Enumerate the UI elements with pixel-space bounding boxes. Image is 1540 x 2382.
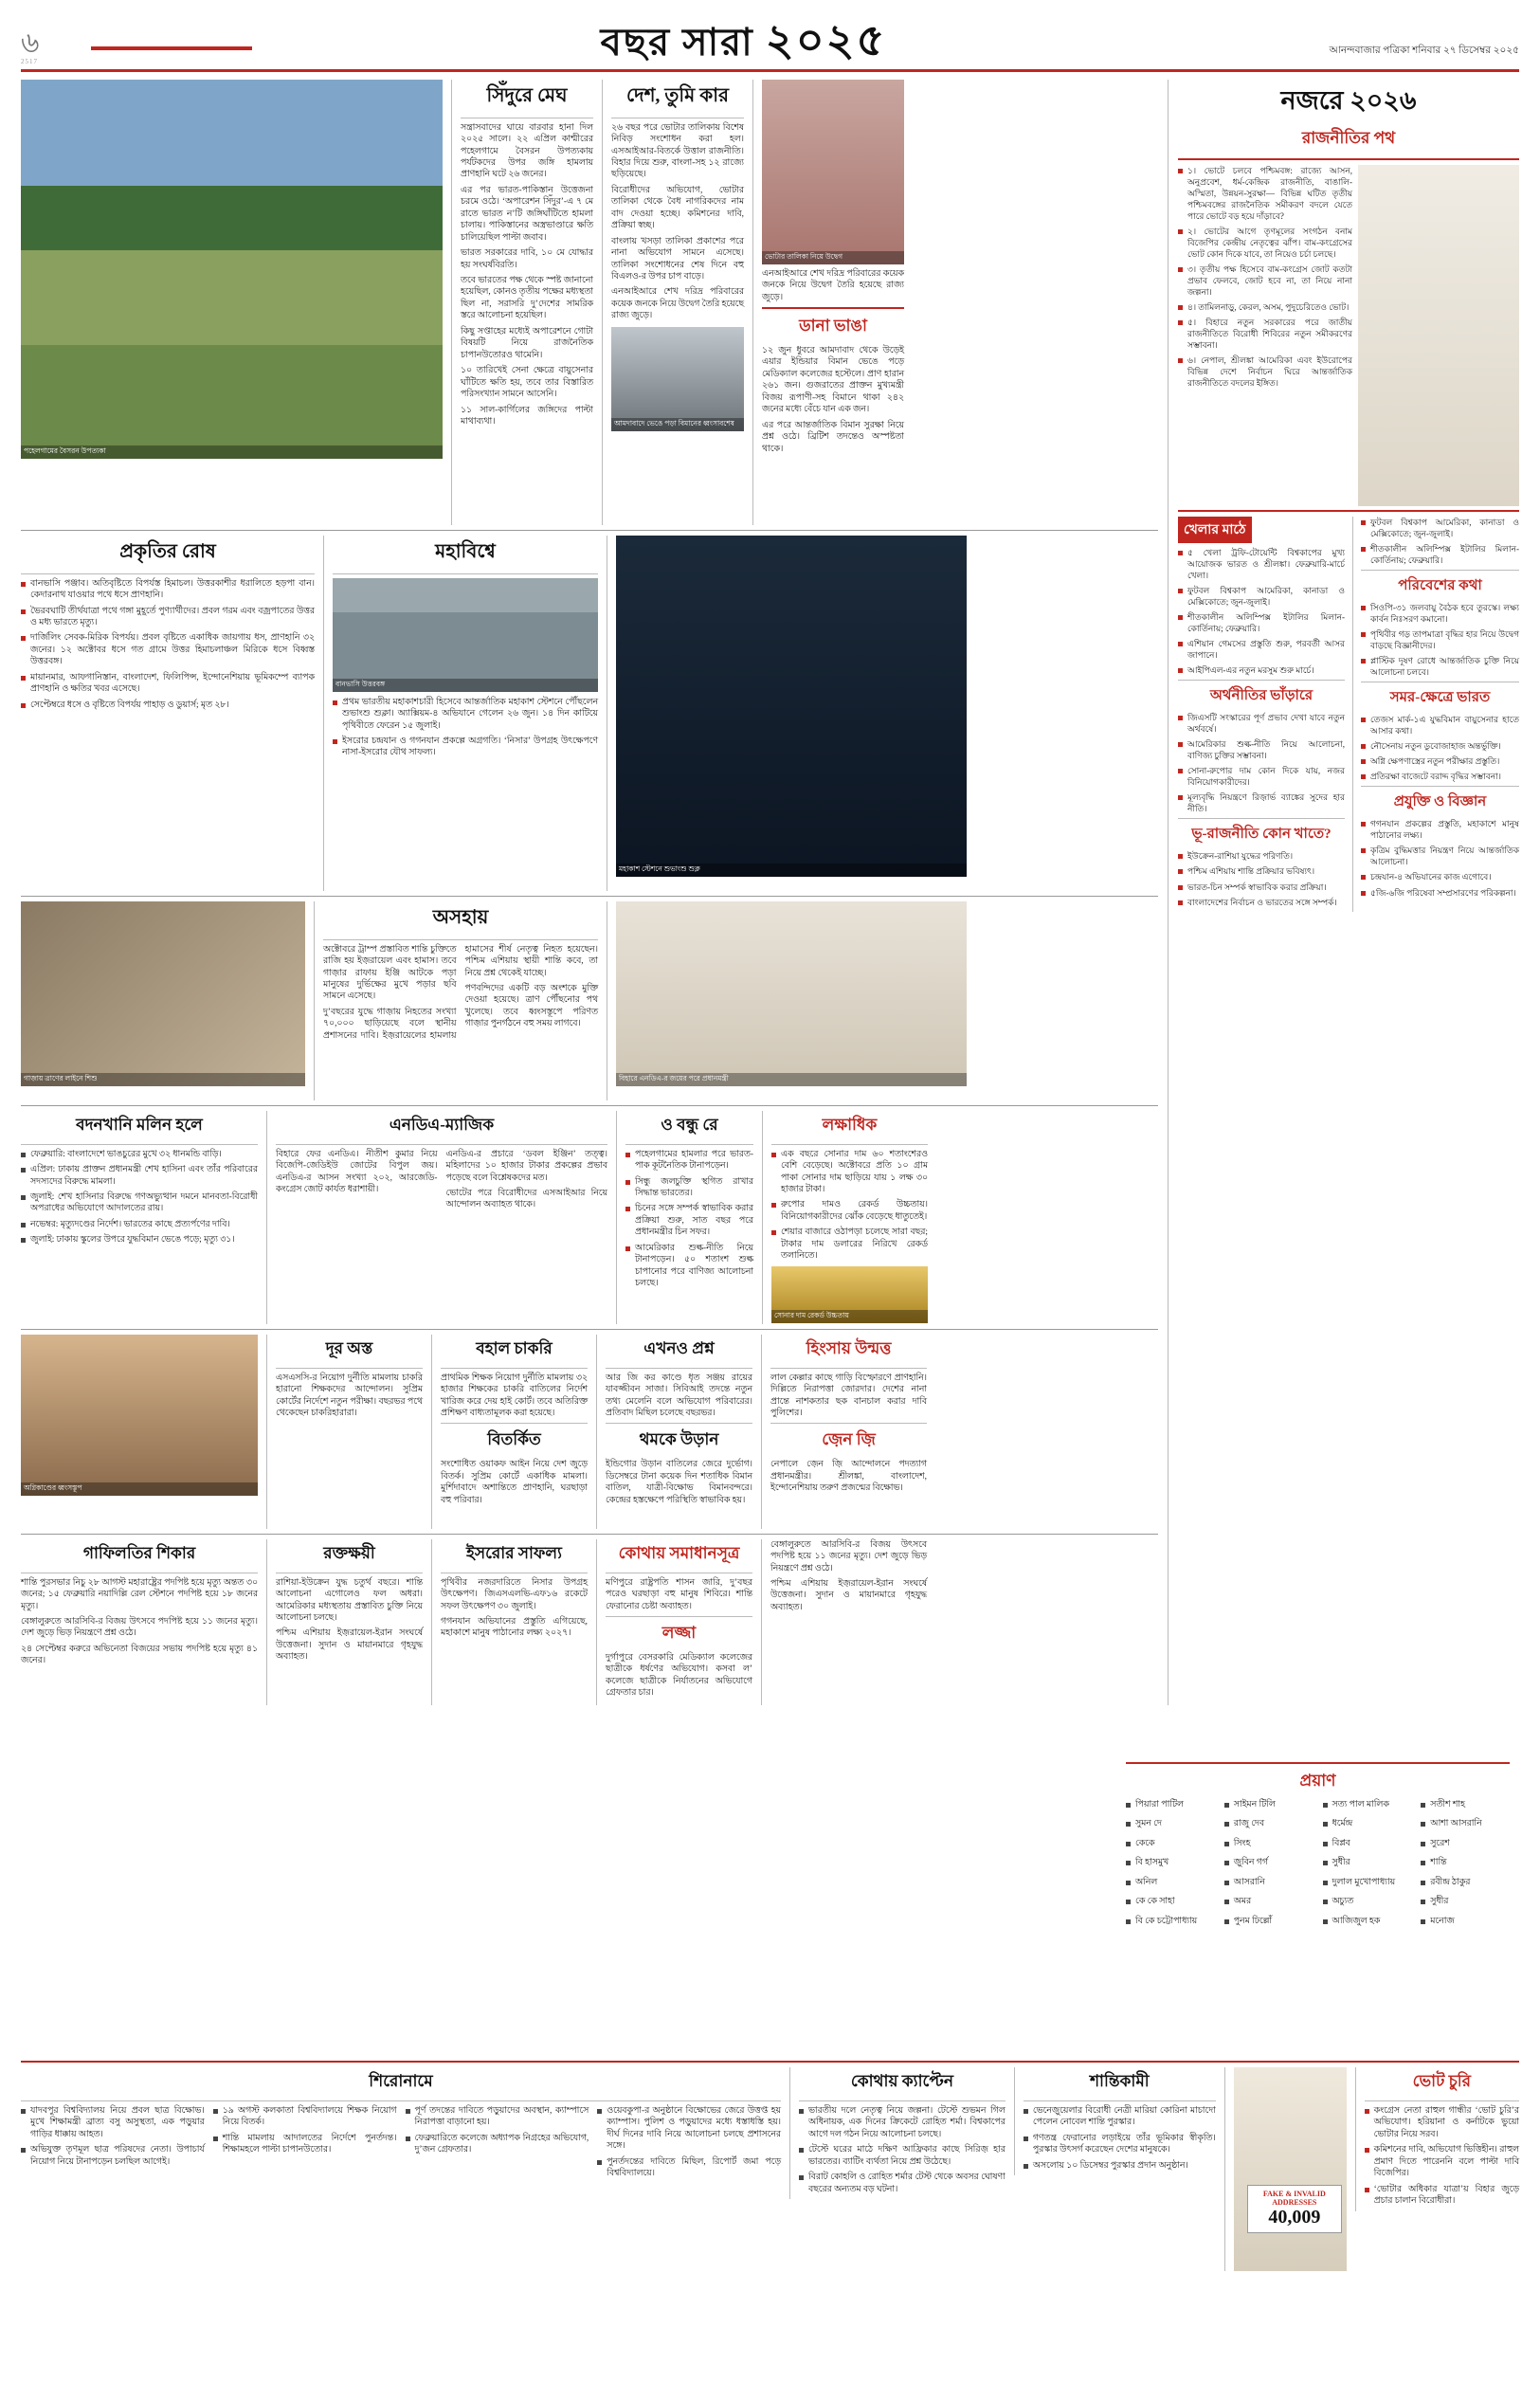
list-item: জ়ুবিন গর্গ [1224,1857,1314,1868]
list-item: পিয়ারা পাটিল [1126,1799,1215,1810]
list-item: বিরাট কোহলি ও রোহিত শর্মার টেস্ট থেকে অবসর ঘোষণা বছরের অন্যতম বড় ঘটনা। [799,2172,1006,2195]
section-header-proyan: প্রয়াণ [1299,1772,1336,1790]
list-item: মূল্যবৃদ্ধি নিয়ন্ত্রণে রিজ়ার্ভ ব্যাঙ্কের সুদের হার নীতি। [1178,791,1345,814]
list-item: তেজস মার্ক-১এ যুদ্ধবিমান বায়ুসেনার হাতে আসার কথা। [1361,714,1519,736]
list-item: সিন্ধু জলচুক্তি স্থগিত রাখার সিদ্ধান্ত ভারতের। [625,1176,753,1200]
list-item: শীতকালীন অলিম্পিক্স ইটালির মিলান-কোর্তিনায়; ফেব্রুয়ারি। [1178,611,1345,634]
list-item: কংগ্রেস নেতা রাহুল গান্ধীর ‘ভোট চুরি’র অভিযোগ। হরিয়ানা ও কর্নাটকে ভুয়ো ভোটার নিয়ে সরব। [1365,2105,1519,2140]
para: এনডিএ-র প্রচারে ‘ডবল ইঞ্জিন’ তত্ত্ব। মহিলাদের ১০ হাজার টাকার প্রকল্পের প্রভাব পড়েছে বলে বিশ্লেষকদের মত। [445,1149,607,1183]
list-item: অনিল [1126,1877,1215,1888]
list-item: চন্দ্রযান-৪ অভিযানের কাজ এগোবে। [1361,871,1519,882]
section-proyan [1126,1758,1510,1931]
list-item: সত্য পাল মালিক [1323,1799,1412,1810]
list-item: মনোজ [1421,1916,1510,1927]
article-sindure-megh [461,122,593,428]
list-item: সুধীর [1421,1896,1510,1907]
para: বিরোধীদের অভিযোগ, ভোটার তালিকা থেকে বৈধ নাগরিকদের নাম বাদ দেওয়া হচ্ছে। কমিশনের দাবি, প্রক্রিয়া স্বচ্ছ। [611,185,744,231]
headline-thomke-uran: থমকে উড়ান [639,1430,719,1449]
list-item: সতীশ শাহ [1421,1799,1510,1810]
list-item: সুরেশ [1421,1838,1510,1849]
photo-voter-family [762,80,904,264]
headline-prokritir-rosh: প্রকৃতির রোষ [119,540,216,562]
list-item: শীতকালীন অলিম্পিক্স ইটালির মিলান-কোর্তিনায়; ফেব্রুয়ারি। [1361,543,1519,566]
para: অক্টোবরে ট্রাম্প প্রস্তাবিত শান্তি চুক্তিতে রাজি হয় ইজ়রায়েল এবং হামাস। তবে গাজ়ার রাফায় ইঞ্জি আটকে পড়া মানুষের দুর্ভিক্ষের মুখে পড়ার ছবি সামনে এসেছে। [323,944,457,1002]
list-defence [1361,714,1519,782]
list-item: ৩। তৃতীয় পক্ষ হিসেবে বাম-কংগ্রেস জোট কতটা প্রভাব ফেলবে, জোট হবে না, তা নিয়ে নানা জল্পনা। [1178,264,1352,298]
list-item: দুলাল মুখোপাধ্যায় [1323,1877,1412,1888]
headline-ohohaj: অসহায় [432,906,489,928]
article-roktokkhoyi [276,1577,423,1664]
list-item: পূর্ণ তদন্তের দাবিতে পড়ুয়াদের অবস্থান, ক্যাম্পাসে নিরাপত্তা বাড়ানো হয়। [406,2105,589,2129]
para: ভোটের পরে বিরোধীদের এসআইআর নিয়ে আন্দোলন অব্যাহত থাকে। [445,1188,607,1210]
list-economy [1178,712,1345,814]
list-item: ওয়েবকুপা-র অনুষ্ঠানে বিক্ষোভের জেরে উত্তপ্ত হয় ক্যাম্পাস। পুলিশ ও পড়ুয়াদের মধ্যে ধস্তাধস্তি হয়। দীর্ঘ দিনের দাবি নিয়ে আলোচনা চলছে প্রশাসনের সঙ্গে। [597,2105,781,2153]
list-item: ভৈরবঘাটি তীর্থযাত্রা পথে গঙ্গা মুহূর্তে পুণ্যার্থীদের। প্রবল গরম এবং বজ্রপাতের উত্তর ও মধ্য ভারতে মৃত্যু। [21,606,315,629]
list-item: সুধীর [1323,1857,1412,1868]
article-ekhono-proshno [606,1373,752,1420]
article-dur-ontor [276,1373,423,1420]
headline-shironame: শিরোনামে [369,2072,433,2090]
list-proyan [1126,1799,1510,1931]
para: এনআইআরে শেখ দরিদ্র পরিবারের কয়েক জনকে নিয়ে উদ্বেগ তৈরি হয়েছে রাজ্য জুড়ে। [611,287,744,321]
photo-fire [21,1335,258,1496]
section-header-geo: ভূ-রাজনীতি কোন খাতে? [1191,827,1332,843]
list-item: রুপোর দামও রেকর্ড উচ্চতায়। বিনিয়োগকারীদের ঝোঁক বেড়েছে ধাতুতেই। [771,1199,928,1223]
article-misc-notes [770,1539,927,1614]
placard-line2: 40,009 [1268,2207,1321,2227]
list-item: পুনম ঢিল্লোঁ [1224,1916,1314,1927]
photo-note [762,268,904,303]
list-item: ৫ খেলা ট্রফি-টোয়েন্টি বিশ্বকাপের মুখ্য আয়োজক ভারত ও শ্রীলঙ্কা। ফেব্রুয়ারি-মার্চে খেলা। [1178,547,1345,581]
para: ১২ জুন ধুবরে আমদাবাদ থেকে উড়েই এয়ার ইন্ডিয়ার বিমান ভেঙে পড়ে মেডিক্যাল কলেজের হস্টেলে। প্রাণ হারান ২৬১ জন। গুজরাতের প্রাক্তন মুখ্যমন্ত্রী বিজয় রূপাণী-সহ বিমানে থাকা ২৪২ জনের মধ্যে বেঁচে যান এক জন। [762,345,904,415]
list-item: পশ্চিম এশিয়ায় শান্তি প্রক্রিয়ার ভবিষ্যৎ। [1178,865,1345,877]
list-item: ২। ভোটের আগে তৃণমূলের সংগঠন বনাম বিজেপির কেন্দ্রীয় নেতৃত্বের ঝাঁপ। বাম-কংগ্রেসের ভোট কোন দিকে যাবে, তা নিয়েও চর্চা চলছে। [1178,226,1352,260]
para: আর জি কর কাণ্ডে ধৃত সঞ্জয় রায়ের যাবজ্জীবন সাজা। সিবিআই তদন্তে নতুন তথ্য মেলেনি বলে অভিযোগ পরিবারের। প্রতিবাদ মিছিল চলেছে বছরভর। [606,1373,752,1418]
list-lokkhadhik [771,1149,928,1263]
placard [1247,2185,1342,2233]
folio-number: ৬ [21,27,40,59]
para: নেপালে জ়েন জ়ি আন্দোলনে পদত্যাগ প্রধানমন্ত্রীর। শ্রীলঙ্কা, বাংলাদেশ, ইন্দোনেশিয়ায় তরুণ প্রজন্মের বিক্ষোভ। [770,1460,927,1494]
article-thomke-uran [606,1459,752,1506]
headline-bodonkhani: বদনখানি মলিন হলে [76,1115,203,1134]
list-item: আসরানি [1224,1877,1314,1888]
para: পণবন্দিদের একটি বড় অংশকে মুক্তি দেওয়া হয়েছে। ত্রাণ পৌঁছনোর পথ খুলেছে। তবে ধ্বংসস্তূপে পরিণত গাজ়ার পুনর্গঠনে বহু সময় লাগবে। [464,983,598,1029]
list-item: পুনর্তদন্তের দাবিতে মিছিল, রিপোর্ট জমা পড়ে বিশ্ববিদ্যালয়ে। [597,2156,781,2180]
photo-caption: ভোটার তালিকা নিয়ে উদ্বেগ [762,251,904,264]
article-gafilati [21,1577,258,1667]
list-item: শেয়ার বাজারে ওঠাপড়া চলেছে সারা বছর; টাকার দাম ডলারের নিরিখে রেকর্ড তলানিতে। [771,1227,928,1262]
article-bitorkito [441,1459,588,1506]
list-item: যাদবপুর বিশ্ববিদ্যালয় নিয়ে প্রবল ছাত্র বিক্ষোভ। মুখে শিক্ষামন্ত্রী ব্রাত্য বসু অসুস্থতা, এক পড়ুয়ার গাড়ির ধাক্কায় আহত। [21,2105,205,2140]
headline-dur-ontor: দূর অস্ত [325,1338,373,1357]
headline-hingsha: হিংসায় উন্মত্ত [806,1338,892,1357]
headline-bohal-chakri: বহাল চাকরি [476,1338,553,1357]
headline-isroro: ইসরোর সাফল্য [466,1543,562,1562]
sidebar-title: নজরে ২০২৬ [1280,85,1417,115]
list-item: ধর্মেন্দ্র [1323,1818,1412,1829]
headline-o-bondhu: ও বন্ধু রে [661,1115,718,1134]
list-item: সুমন দে [1126,1818,1215,1829]
photo-caption: বানভাসি উত্তরবঙ্গ [333,679,598,692]
list-item: এপ্রিল: ঢাকায় প্রাক্তন প্রধানমন্ত্রী শেখ হাসিনা এবং তাঁর পরিবারের সদস্যদের বিরুদ্ধে মামলা। [21,1164,258,1188]
folio [21,29,78,65]
article-hingsha [770,1373,927,1420]
para: মণিপুরে রাষ্ট্রপতি শাসন জারি, দু’বছর পরেও ঘরছাড়া বহু মানুষ শিবিরে। শান্তি ফেরানোর চেষ্টা অব্যাহত। [606,1577,752,1611]
sidebar-nazare-2026 [1168,80,1519,1705]
list-item: ৫। বিহারে নতুন সরকারের পরে জাতীয় রাজনীতিতে বিরোধী শিবিরের নতুন সমীকরণের সম্ভাবনা। [1178,317,1352,351]
list-item: কমিশনের দাবি, অভিযোগ ভিত্তিহীন। রাহুল প্রমাণ দিতে পারেননি বলে পাল্টা দাবি বিজেপির। [1365,2144,1519,2179]
article-ndaa [276,1149,607,1211]
headline-laja: লজ্জা [661,1623,697,1642]
para: ইন্ডিগোর উড়ান বাতিলের জেরে দুর্ভোগ। ডিসেম্বরে টানা কয়েক দিন শতাধিক বিমান বাতিল, যাত্রী-বিক্ষোভ বিমানবন্দরে। কেন্দ্রের হস্তক্ষেপে পরিস্থিতি স্বাভাবিক হয়। [606,1460,752,1505]
list-item: গগনযান প্রকল্পের প্রস্তুতি, মহাকাশে মানুষ পাঠানোর লক্ষ্য। [1361,818,1519,841]
list-item: ৪। তামিলনাড়ু, কেরল, অসম, পুদুচেরিতেও ভোট। [1178,301,1352,313]
photo-iss [616,536,967,877]
list-item: ভারত-চিন সম্পর্ক স্বাভাবিক করার প্রক্রিয়া। [1178,882,1345,893]
list-item: আমেরিকার শুল্ক-নীতি নিয়ে টানাপড়েন। ৫০ শতাংশ শুল্ক চাপানোর পরে বাণিজ্য আলোচনা চলছে। [625,1243,753,1290]
list-item: ভেনেজ়ুয়েলার বিরোধী নেত্রী মারিয়া কোরিনা মাচাদো পেলেন নোবেল শান্তি পুরস্কার। [1024,2105,1216,2129]
list-item: ফুটবল বিশ্বকাপ আমেরিকা, কানাডা ও মেক্সিকোতে; জুন-জুলাই। [1361,517,1519,539]
section-header-defence: সমর-ক্ষেত্রে ভারত [1389,690,1491,706]
masthead [21,17,1519,72]
para: পৃথিবীর নজরদারিতে নিসার উপগ্রহ উৎক্ষেপণ। জিএসএলভি-এফ১৬ রকেটে সফল উৎক্ষেপণ ৩০ জুলাই। [441,1577,588,1611]
headline-bitorkito: বিতর্কিত [487,1430,541,1449]
photo-gold [771,1266,928,1323]
list-item: বি হাসমুখ [1126,1857,1215,1868]
list-item: সোনা-রুপোর দাম কোন দিকে যায়, নজর বিনিয়োগকারীদের। [1178,765,1345,788]
headline-lokkhadhik: লক্ষাধিক [822,1115,878,1134]
list-item: ফুটবল বিশ্বকাপ আমেরিকা, কানাডা ও মেক্সিকোতে; জুন-জুলাই। [1178,585,1345,608]
list-item: আজিজুল হক [1323,1916,1412,1927]
headline-desh-tumi-kar: দেশ, তুমি কার [625,84,730,106]
list-item: কৃত্রিম বুদ্ধিমত্তার নিয়ন্ত্রণ নিয়ে আন্তর্জাতিক আলোচনা। [1361,845,1519,867]
list-shironame [21,2105,781,2180]
headline-roktokkhoyi: রক্তক্ষয়ী [323,1543,375,1562]
para: সন্ত্রাসবাদের ঘায়ে বারবার হানা দিল ২০২৫ সালে। ২২ এপ্রিল কাশ্মীরের পহেলগামে বৈসরন উপত্যকায় পর্যটকদের উপর জঙ্গি হামলায় প্রাণহানি ঘটে ২৬ জনের। [461,122,593,180]
list-item: ১। ভোটে চলবে পশ্চিমবঙ্গ: রাজ্যে আসন, অনুপ্রবেশ, ধর্ম-কেন্দ্রিক রাজনীতি, বাঙালি-অস্মিতা, উন্নয়ন-সুরক্ষা— বিভিন্ন ঘটিত তৃতীয় পশ্চিমবঙ্গের রাজনৈতিক সমীকরণ বদলে যেতে পারে ভোটে বড় হয়ে দাঁড়াবে? [1178,165,1352,222]
list-item: নভেম্বর: মৃত্যুদণ্ডের নির্দেশ। ভারতের কাছে প্রত্যর্পণের দাবি। [21,1219,258,1230]
list-item: ইসরোর চন্দ্রযান ও গগনযান প্রকল্পে অগ্রগতি। ‘নিসার’ উপগ্রহ উৎক্ষেপণে নাসা-ইসরোর যৌথ সাফল্য। [333,736,598,759]
photo-caption: গাজ়ায় ত্রাণের লাইনে শিশু [21,1073,305,1086]
para: শান্তি পুরসভার নিচু ২৮ আগস্ট মহারাষ্ট্রের পদপিষ্ট হয়ে মৃত্যু অন্তত ৩০ জনের; ১৫ ফেব্রুয়ারি নয়াদিল্লি রেল স্টেশনে পদপিষ্ট হয়ে ১৮ জনের মৃত্যু। [21,1577,258,1611]
list-item: দার্জিলিং সেবক-মিরিক বিপর্যয়। প্রবল বৃষ্টিতে একাধিক জায়গায় ধস, প্রাণহানি ৩২ জনের। ১২ অক্টোবর ধসে গত গ্রামে উত্তর হিমাচলাঞ্চল মিরিকে ধসে বিধ্বস্ত উত্তরবঙ্গ। [21,632,315,667]
photo-rahul-gandhi [1234,2067,1347,2271]
list-o-bondhu [625,1149,753,1290]
article-bohal-chakri [441,1373,588,1420]
para: কিছু সপ্তাহের মধ্যেই অপারেশনে গোটা বিষয়টি নিয়ে রাজনৈতিক চাপানউতোরও থামেনি। [461,326,593,360]
article-ohohaj [323,944,598,1043]
article-dana-bhanga [762,345,904,455]
list-item: রাজু দেব [1224,1818,1314,1829]
sidebar-subtitle: রাজনীতির পথ [1301,128,1396,147]
list-item: জুলাই: শেখ হাসিনার বিরুদ্ধে গণঅভ্যুত্থান দমনে মানবতা-বিরোধী অপরাধের অভিযোগে আদালতের রায়। [21,1191,258,1215]
list-item: আমেরিকার শুল্ক-নীতি নিয়ে আলোচনা, বাণিজ্য চুক্তির সম্ভাবনা। [1178,738,1345,761]
list-kothay-captain [799,2105,1006,2195]
para: ১০ তারিখেই সেনা ক্ষেত্রে বায়ুসেনার ঘাঁটিতে ক্ষতি হয়, তবে তার বিস্তারিত পরিসংখ্যান সামনে আসেনি। [461,366,593,400]
list-item: টেস্টে ঘরের মাঠে দক্ষিণ আফ্রিকার কাছে সিরিজ় হার ভারতের। ব্যাটিং ব্যর্থতা নিয়ে প্রশ্ন উঠেছে। [799,2144,1006,2168]
headline-kothay-somadhan: কোথায় সমাধানসূত্র [618,1543,740,1562]
section-header-tech: প্রযুক্তি ও বিজ্ঞান [1393,794,1487,810]
para: লাল কেল্লার কাছে গাড়ি বিস্ফোরণে প্রাণহানি। দিল্লিতে নিরাপত্তা জোরদার। দেশের নানা প্রান্তে নাশকতার ছক বানচাল করার দাবি পুলিশের। [770,1373,927,1418]
photo-mamata [1358,165,1519,506]
list-item: পহেলগামের হামলার পরে ভারত-পাক কূটনৈতিক টানাপড়েন। [625,1149,753,1173]
para: পশ্চিম এশিয়ায় ইজ়রায়েল-ইরান সংঘর্ষে উত্তেজনা। সুদান ও মায়ানমারে গৃহযুদ্ধ অব্যাহত। [276,1628,423,1663]
section-header-sports: খেলার মাঠে [1178,517,1252,543]
headline-gen-z: জ়েন জ়ি [822,1430,876,1449]
list-item: জিএসটি সংস্কারের পূর্ণ প্রভাব দেখা যাবে নতুন অর্থবর্ষে। [1178,712,1345,735]
article-gen-z [770,1459,927,1494]
photo-caption: অগ্নিকাণ্ডের ধ্বংসস্তূপ [21,1482,258,1496]
section-header-economy: অর্থনীতির ভাঁড়ারে [1209,688,1314,704]
list-item: জুলাই: ঢাকায় স্কুলের উপরে যুদ্ধবিমান ভেঙে পড়ে; মৃত্যু ৩১। [21,1234,258,1246]
para: রাশিয়া-ইউক্রেন যুদ্ধ চতুর্থ বছরে। শান্তি আলোচনা এগোলেও ফল অধরা। আমেরিকার মধ্যস্থতায় প্রস্তাবিত চুক্তি নিয়ে আলোচনা চলছে। [276,1577,423,1623]
headline-shantikami: শান্তিকামী [1089,2072,1150,2090]
list-environment [1361,602,1519,678]
list-item: রবীন্দ্র ঠাকুর [1421,1877,1510,1888]
list-sports [1178,547,1345,676]
list-mohabissho [333,697,598,759]
masthead-rule-left [91,46,252,50]
bottom-strip [21,2057,1519,2271]
list-item: কে কে সাহা [1126,1896,1215,1907]
headline-kothay-captain: কোথায় ক্যাপ্টেন [850,2072,953,2090]
page-title [265,17,1222,65]
list-item: মায়ানমার, আফগানিস্তান, বাংলাদেশ, ফিলিপিন্স, ইন্দোনেশিয়ায় ভূমিকম্পে ব্যাপক প্রাণহানি ও ক্ষতির খবর এসেছে। [21,672,315,696]
list-item: ইউক্রেন-রাশিয়া যুদ্ধের পরিণতি। [1178,850,1345,862]
headline-ekhono-proshno: এখনও প্রশ্ন [643,1338,715,1357]
main-content [21,80,1158,1705]
photo-flood [333,578,598,692]
para: এসএসসি-র নিয়োগ দুর্নীতি মামলায় চাকরি হারানো শিক্ষকদের আন্দোলন। সুপ্রিম কোর্টের নির্দেশে নতুন পরীক্ষা। বছরভর পথে থেকেছেন চাকরিহারারা। [276,1373,423,1418]
list-item: নৌসেনায় নতুন ডুবোজাহাজ অন্তর্ভুক্তি। [1361,740,1519,752]
para: ২৬ বছর পরে ভোটার তালিকায় বিশেষ নিবিড় সংশোধন করা হল। এসআইআর-বিতর্কে উত্তাল রাজনীতি। বিহার দিয়ে শুরু, বাংলা-সহ ১২ রাজ্যে ছড়িয়েছে। [611,122,744,180]
list-item: ‘ভোটার অধিকার যাত্রা’য় বিহার জুড়ে প্রচার চালান বিরোধীরা। [1365,2184,1519,2208]
photo-caption: সোনার দাম রেকর্ড উচ্চতায় [771,1310,928,1323]
headline-dana-bhanga: ডানা ভাঙা [799,316,867,335]
headline-ndaa: এনডিএ-ম্যাজিক [389,1115,495,1134]
photo-caption: মহাকাশ স্টেশনে শুভাংশু শুক্ল [616,864,967,877]
photo-modi [616,901,967,1086]
para: বেঙ্গালুরুতে আরসিবি-র বিজয় উৎসবে পদপিষ্ট হয়ে ১১ জনের মৃত্যু। দেশ জুড়ে ভিড় নিয়ন্ত্রণে প্রশ্ন ওঠে। [21,1616,258,1639]
headline-gafilati: গাফিলতির শিকার [82,1543,196,1562]
list-item: সিংহ [1224,1838,1314,1849]
para: এনআইআরে শেখ দরিদ্র পরিবারের কয়েক জনকে নিয়ে উদ্বেগ তৈরি হয়েছে রাজ্য জুড়ে। [762,268,904,302]
list-geo [1178,850,1345,907]
para: গগনযান অভিযানের প্রস্তুতি এগিয়েছে, মহাকাশে মানুষ পাঠানোর লক্ষ্য ২০২৭। [441,1616,588,1639]
article-kothay-somadhan [606,1577,752,1612]
list-item: ৫জি-৬জি পরিষেবা সম্প্রসারণের পরিকল্পনা। [1361,887,1519,899]
list-vote-churi [1365,2105,1519,2208]
list-item: বাংলাদেশের নির্বাচন ও ভারতের সঙ্গে সম্পর্ক। [1178,897,1345,908]
list-sports-extra [1361,517,1519,566]
list-item: শান্তি মামলায় আদালতের নির্দেশে পুনর্তদন্ত। শিক্ষামহলে পাল্টা চাপানউতোর। [213,2133,397,2156]
para: ১১ সাল-কার্গিলের জঙ্গিদের পাল্টা মাথাব্যথা। [461,405,593,427]
article-laja [606,1652,752,1700]
para: বেঙ্গালুরুতে আরসিবি-র বিজয় উৎসবে পদপিষ্ট হয়ে ১১ জনের মৃত্যু। দেশ জুড়ে ভিড় নিয়ন্ত্রণে প্রশ্ন ওঠে। [770,1539,927,1573]
list-item: প্লাস্টিক দূষণ রোধে আন্তর্জাতিক চুক্তি নিয়ে আলোচনা চলবে। [1361,655,1519,678]
list-item: প্রথম ভারতীয় মহাকাশচারী হিসেবে আন্তর্জাতিক মহাকাশ স্টেশনে পৌঁছলেন শুভাংশু শুক্লা। অ্যাক্সিয়ম-৪ অভিযানে গেলেন ২৬ জুন। ১৪ দিন কাটিয়ে পৃথিবীতে ফেরেন ১৫ জুলাই। [333,697,598,732]
list-item: অমর [1224,1896,1314,1907]
photo-plane-wreck [611,327,744,431]
section-header-environment: পরিবেশের কথা [1398,577,1482,593]
para: দু’বছরের যুদ্ধে গাজ়ায় নিহতের সংখ্যা ৭০,০০০ ছাড়িয়েছে বলে স্থানীয় প্রশাসনের দাবি। ইজ়রায়েলের হামলায় হামাসের শীর্ষ নেতৃত্ব নিহত হয়েছেন। পশ্চিম এশিয়ায় স্থায়ী শান্তি কবে, তা নিয়ে প্রশ্ন থেকেই যাচ্ছে। [323,944,598,1041]
list-item: বিপ্লব [1323,1838,1412,1849]
list-prokritir-rosh [21,578,315,712]
photo-caption: পহেলগামের বৈসরন উপত্যকা [21,445,443,459]
headline-mohabissho: মহাবিশ্বে [435,540,496,562]
para: পশ্চিম এশিয়ায় ইজ়রায়েল-ইরান সংঘর্ষে উত্তেজনা। সুদান ও মায়ানমারে গৃহযুদ্ধ অব্যাহত। [770,1578,927,1612]
page-title-year: ২০২৫ [765,16,887,64]
list-item: পৃথিবীর গড় তাপমাত্রা বৃদ্ধির হার নিয়ে উদ্বেগ বাড়ছে বিজ্ঞানীদের। [1361,628,1519,651]
para: সংশোধিত ওয়াকফ আইন নিয়ে দেশ জুড়ে বিতর্ক। সুপ্রিম কোর্টে একাধিক মামলা। মুর্শিদাবাদে অশান্তিতে প্রাণহানি, ঘরছাড়া বহু পরিবার। [441,1460,588,1505]
list-item: এশিয়ান গেমসের প্রস্তুতি শুরু, পরবর্তী আসর জাপানে। [1178,638,1345,661]
list-shantikami [1024,2105,1216,2172]
list-item: ফেব্রুয়ারিতে কলেজে অধ্যাপক নিগ্রহের অভিযোগ, দু’জন গ্রেফতার। [406,2133,589,2156]
folio-sub: 2517 [21,57,38,65]
list-item: প্রতিরক্ষা বাজেটে বরাদ্দ বৃদ্ধির সম্ভাবনা। [1361,771,1519,782]
placard-line1: FAKE & INVALID ADDRESSES [1262,2190,1326,2207]
list-item: বি কে চট্টোপাধ্যায় [1126,1916,1215,1927]
para: ২৪ সেপ্টেম্বর করুরে অভিনেতা বিজয়ের সভায় পদপিষ্ট হয়ে মৃত্যু ৪১ জনের। [21,1644,258,1666]
list-item: আশা আসরানি [1421,1818,1510,1829]
list-item: শান্তি [1421,1857,1510,1868]
photo-pahalgam [21,80,443,459]
list-item: বানভাসি পঞ্জাব। অতিবৃষ্টিতে বিপর্যস্ত হিমাচল। উত্তরকাশীর ধরালিতে হড়পা বান। কেদারনাথ যাওয়ার পথে ধসে প্রাণহানি। [21,578,315,602]
headline-vote-churi: ভোট চুরি [1412,2072,1472,2090]
para: বাংলায় খসড়া তালিকা প্রকাশের পরে নানা অভিযোগ সামনে এসেছে। তালিকা সংশোধনের শেষ দিনে বহু বিএলও-র উপর চাপ বাড়ে। [611,236,744,282]
list-bodonkhani [21,1149,258,1246]
para: বিহারে ফের এনডিএ। নীতীশ কুমার নিয়ে বিজেপি-জেডিইউ জোটের বিপুল জয়। এনডিএ-র আসন সংখ্যা ২০২, আরজেডি-কংগ্রেস জোট কার্যত ধরাশায়ী। [276,1149,438,1194]
list-item: অভিযুক্ত তৃণমূল ছাত্র পরিষদের নেতা। উপাচার্য নিয়োগ নিয়ে টানাপড়েন চলছিল আগেই। [21,2144,205,2168]
list-item: ফেব্রুয়ারি: বাংলাদেশে ভাঙচুরের মুখে ৩২ ধানমন্ডি বাড়ি। [21,1149,258,1160]
list-item: অগ্নি ক্ষেপণাস্ত্রের নতুন পরীক্ষার প্রস্তুতি। [1361,755,1519,767]
para: এর পরে আন্তর্জাতিক বিমান সুরক্ষা নিয়ে প্রশ্ন ওঠে। ব্রিটিশ তদন্তেও অস্পষ্টতা থাকে। [762,420,904,454]
para: ভারত সরকারের দাবি, ১০ মে যোদ্ধার হয় সংঘর্ষবিরতি। [461,248,593,270]
headline-sindure-megh: সিঁদুরে মেঘ [486,84,568,106]
para: প্রাথমিক শিক্ষক নিয়োগ দুর্নীতি মামলায় ৩২ হাজার শিক্ষকের চাকরি বাতিলের নির্দেশ খারিজ করে দেয় হাই কোর্ট। তবে অতিরিক্ত প্রশিক্ষণ বাধ্যতামূলক করা হয়েছে। [441,1373,588,1418]
list-item: ভারতীয় দলে নেতৃত্ব নিয়ে জল্পনা। টেস্টে শুভমন গিল অধিনায়ক, এক দিনের ক্রিকেটে রোহিত শর্মা। বিশ্বকাপের আগে দল গঠন নিয়ে আলোচনা চলছে। [799,2105,1006,2140]
para: তবে ভারতের পক্ষ থেকে স্পষ্ট জানানো হয়েছিল, কোনও তৃতীয় পক্ষের মধ্যস্থতা ছিল না, সরাসরি দু’দেশের সামরিক স্তরে আলোচনা হয়েছিল। [461,276,593,321]
list-item: কেকে [1126,1838,1215,1849]
para: দুর্গাপুরে বেসরকারি মেডিক্যাল কলেজের ছাত্রীকে ধর্ষণের অভিযোগ। কসবা ল’ কলেজে ছাত্রীকে নির্যাতনের অভিযোগে গ্রেফতার চার। [606,1652,752,1699]
list-tech [1361,818,1519,898]
masthead-date: আনন্দবাজার পত্রিকা শনিবার ২৭ ডিসেম্বর ২০২৫ [1329,45,1519,56]
list-item: অসলোয় ১০ ডিসেম্বর পুরস্কার প্রদান অনুষ্ঠান। [1024,2160,1216,2172]
list-item: সেপ্টেম্বরে ধসে ও বৃষ্টিতে বিপর্যয় পাহাড় ও ডুয়ার্স; মৃত ২৮। [21,700,315,711]
photo-gaza-child [21,901,305,1086]
list-item: সাইমন টিলি [1224,1799,1314,1810]
photo-caption: বিহারে এনডিএ-র জয়ের পরে প্রধানমন্ত্রী [616,1073,967,1086]
para: এর পর ভারত-পাকিস্তান উত্তেজনা চরমে ওঠে। ‘অপারেশন সিঁদুর’-এ ৭ মে রাতে ভারত ন’টি জঙ্গিঘাঁটিতে হামলা চালায়। পাকিস্তানের অস্ত্রভাণ্ডারে ক্ষতি চালিয়েছিল পাল্টা জবাব। [461,185,593,243]
list-item: ৬। নেপাল, শ্রীলঙ্কা আমেরিকা এবং ইউরোপের বিভিন্ন দেশে নির্বাচন ঘিরে আন্তর্জাতিক রাজনীতিতে বদলের ইঙ্গিত। [1178,355,1352,389]
list-item: গণতন্ত্র ফেরানোর লড়াইয়ে তাঁর ভূমিকার স্বীকৃতি। পুরস্কার উৎসর্গ করেছেন দেশের মানুষকে। [1024,2133,1216,2156]
list-item: এক বছরে সোনার দাম ৬০ শতাংশেরও বেশি বেড়েছে। অক্টোবরে প্রতি ১০ গ্রাম পাকা সোনার দাম ছাড়িয়ে যায় ১ লক্ষ ৩০ হাজার টাকা। [771,1149,928,1196]
list-item: চিনের সঙ্গে সম্পর্ক স্বাভাবিক করার প্রক্রিয়া শুরু, সাত বছর পরে প্রধানমন্ত্রীর চিন সফর। [625,1203,753,1238]
list-item: অচ্যুত [1323,1896,1412,1907]
list-item: সিওপি-৩১ জলবায়ু বৈঠক হবে তুরস্কে। লক্ষ্য কার্বন নিঃসরণ কমানো। [1361,602,1519,625]
photo-caption: আমদাবাদে ভেঙে পড়া বিমানের ধ্বংসাবশেষ [611,418,744,431]
page-title-text: বছর সারা [600,21,754,64]
article-desh-tumi-kar [611,122,744,322]
list-item: ১৯ অগস্ট কলকাতা বিশ্ববিদ্যালয়ে শিক্ষক নিয়োগ নিয়ে বিতর্ক। [213,2105,397,2129]
list-politics [1178,165,1352,506]
list-item: আইপিএল-এর নতুন মরসুম শুরু মার্চে। [1178,664,1345,676]
article-isroro [441,1577,588,1640]
